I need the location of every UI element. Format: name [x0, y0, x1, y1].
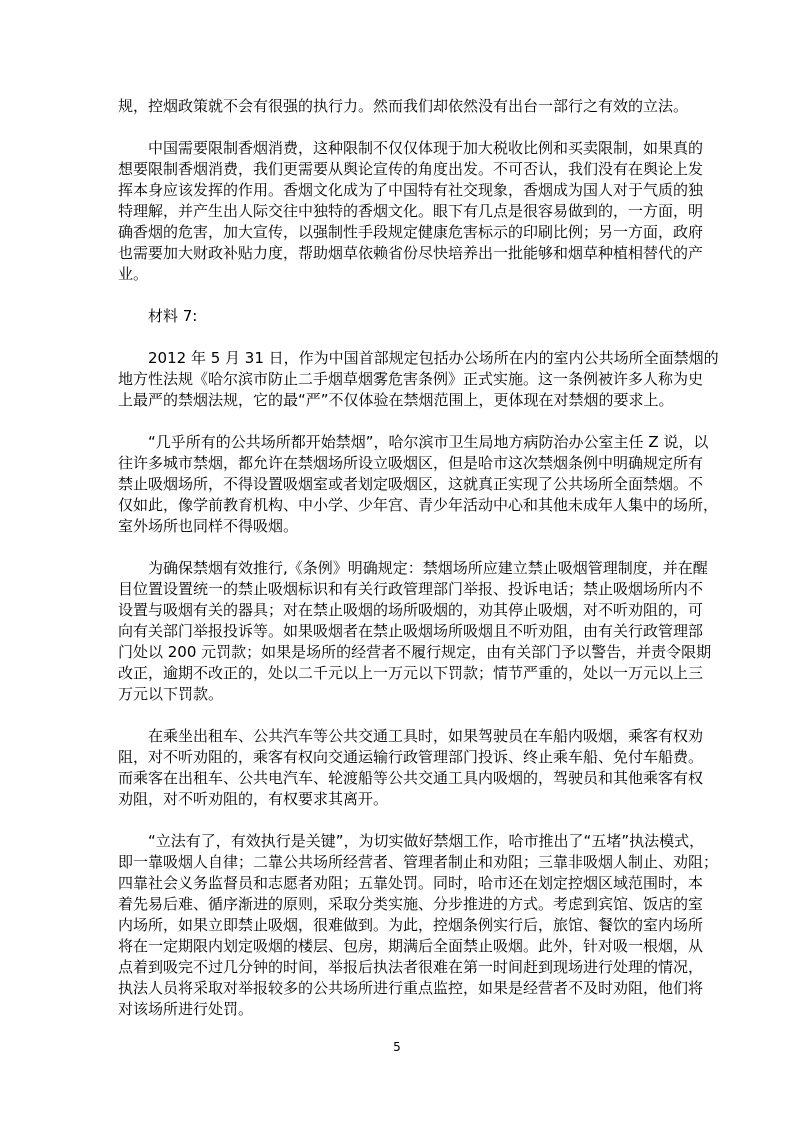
text-line: 仅如此，像学前教育机构、中小学、少年宫、青少年活动中心和其他未成年人集中的场所， [118, 496, 719, 514]
paragraph [118, 726, 704, 810]
text-line: 劝阻，对不听劝阻的，有权要求其离开。 [118, 790, 389, 808]
text-line: 在乘坐出租车、公共汽车等公共交通工具时，如果驾驶员在车船内吸烟，乘客有权劝 [148, 727, 704, 745]
text-line: 为确保禁烟有效推行,《条例》明确规定：禁烟场所应建立禁止吸烟管理制度，并在醒 [148, 559, 708, 577]
text-line: 地方性法规《哈尔滨市防止二手烟草烟雾危害条例》正式实施。这一条例被许多人称为史 [118, 370, 704, 388]
text-line: 即一靠吸烟人自律；二靠公共场所经营者、管理者制止和劝阻；三靠非吸烟人制止、劝阻； [118, 853, 719, 871]
text-line: 向有关部门举报投诉等。如果吸烟者在禁止吸烟场所吸烟且不听劝阻，由有关行政管理部 [118, 622, 704, 640]
paragraph [118, 831, 719, 1020]
text-line: 阻，对不听劝阻的，乘客有权向交通运输行政管理部门投诉、终止乘车船、免付车船费。 [118, 748, 704, 766]
text-line: 想要限制香烟消费，我们更需要从舆论宣传的角度出发。不可否认，我们没有在舆论上发 [118, 160, 704, 178]
text-line: 内场所，如果立即禁止吸烟，很难做到。为此，控烟条例实行后，旅馆、餐饮的室内场所 [118, 916, 704, 934]
text-line: 规，控烟政策就不会有很强的执行力。然而我们却依然没有出台一部行之有效的立法。 [118, 97, 689, 115]
text-line: 往许多城市禁烟，都允许在禁烟场所设立吸烟区，但是哈市这次禁烟条例中明确规定所有 [118, 454, 704, 472]
text-line: 禁止吸烟场所，不得设置吸烟室或者划定吸烟区，这就真正实现了公共场所全面禁烟。不 [118, 475, 704, 493]
text-line: 设置与吸烟有关的器具；对在禁止吸烟的场所吸烟的，劝其停止吸烟，对不听劝阻的，可 [118, 601, 704, 619]
text-line: 特理解，并产生出人际交往中独特的香烟文化。眼下有几点是很容易做到的，一方面，明 [118, 202, 704, 220]
text-line: 执法人员将采取对举报较多的公共场所进行重点监控，如果是经营者不及时劝阻，他们将 [118, 979, 704, 997]
text-line: 上最严的禁烟法规，它的最“严”不仅体验在禁烟范围上，更体现在对禁烟的要求上。 [118, 391, 674, 409]
text-line: 业。 [118, 265, 149, 283]
paragraph [118, 432, 719, 537]
text-line: 对该场所进行处罚。 [118, 1000, 254, 1018]
text-line: “几乎所有的公共场所都开始禁烟”，哈尔滨市卫生局地方病防治办公室主任 Z 说，以 [148, 433, 709, 451]
text-line: 材料 7: [148, 307, 198, 325]
text-line: “立法有了，有效执行是关键”，为切实做好禁烟工作，哈市推出了“五堵”执法模式， [148, 832, 705, 850]
text-line: 门处以 200 元罚款；如果是场所的经营者不履行规定，由有关部门予以警告，并责令限期 [118, 643, 712, 661]
text-line: 中国需要限制香烟消费，这种限制不仅仅体现于加大税收比例和买卖限制，如果真的 [148, 139, 704, 157]
text-line: 也需要加大财政补贴力度，帮助烟草依赖省份尽快培养出一批能够和烟草种植相替代的产 [118, 244, 704, 262]
paragraph [118, 558, 712, 705]
text-line: 四靠社会义务监督员和志愿者劝阻；五靠处罚。同时，哈市还在划定控烟区域范围时，本 [118, 874, 704, 892]
text-line: 着先易后难、循序渐进的原则，采取分类实施、分步推进的方式。考虑到宾馆、饭店的室 [118, 895, 704, 913]
paragraph [118, 348, 719, 411]
paragraph [118, 306, 678, 327]
text-line: 2012 年 5 月 31 日，作为中国首部规定包括办公场所在内的室内公共场所全面禁烟的 [148, 349, 719, 367]
text-line: 目位置设置统一的禁止吸烟标识和有关行政管理部门举报、投诉电话；禁止吸烟场所内不 [118, 580, 704, 598]
text-line: 而乘客在出租车、公共电汽车、轮渡船等公共交通工具内吸烟的，驾驶员和其他乘客有权 [118, 769, 704, 787]
text-line: 室外场所也同样不得吸烟。 [118, 517, 299, 535]
page-number: 5 [393, 1040, 401, 1054]
text-line: 点着到吸完不过几分钟的时间，举报后执法者很难在第一时间赶到现场进行处理的情况， [118, 958, 704, 976]
paragraph [118, 138, 704, 285]
text-line: 将在一定期限内划定吸烟的楼层、包房，期满后全面禁止吸烟。此外，针对吸一根烟，从 [118, 937, 704, 955]
text-line: 挥本身应该发挥的作用。香烟文化成为了中国特有社交现象，香烟成为国人对于气质的独 [118, 181, 704, 199]
document-page [118, 96, 719, 1041]
text-line: 确香烟的危害，加大宣传，以强制性手段规定健康危害标示的印刷比例；另一方面，政府 [118, 223, 704, 241]
text-line: 万元以下罚款。 [118, 685, 224, 703]
paragraph [118, 96, 689, 117]
text-line: 改正，逾期不改正的，处以二千元以上一万元以下罚款；情节严重的，处以一万元以上三 [118, 664, 704, 682]
